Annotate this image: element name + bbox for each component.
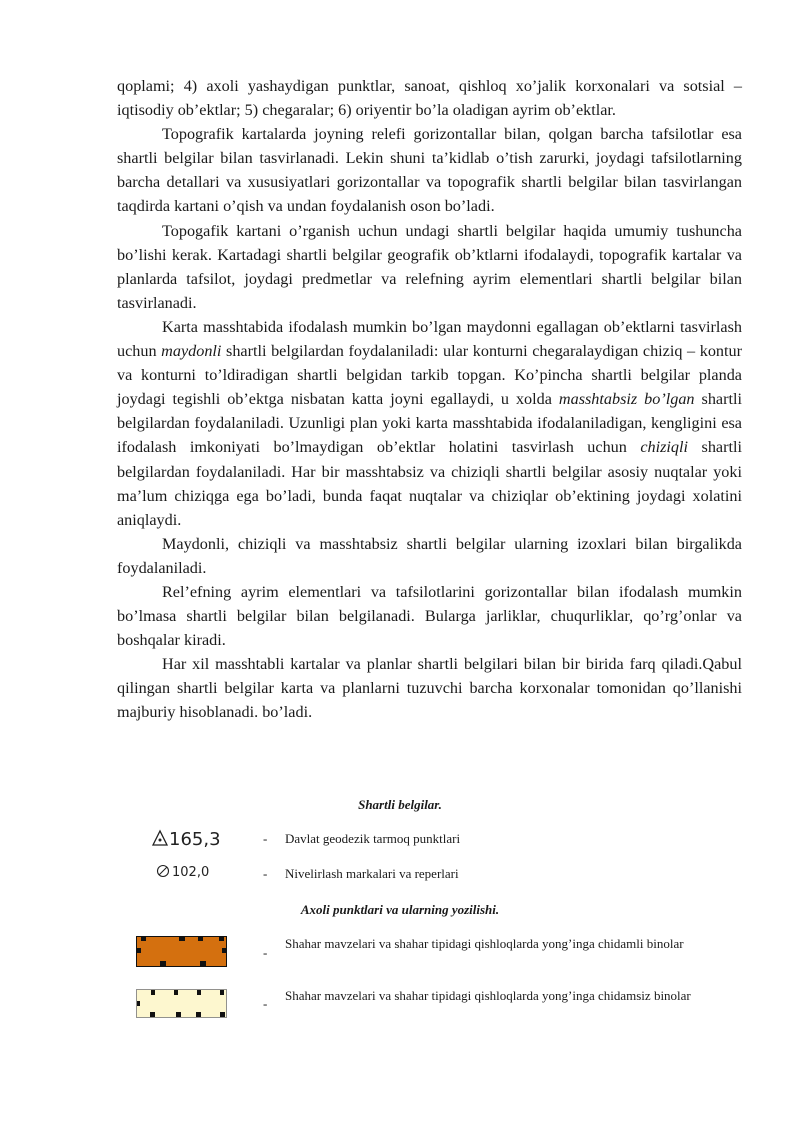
paragraph-2: Topografik kartalarda joyning relefi gorizontallar bilan, qolgan barcha tafsilotlar esa shartli belgilar bilan tasvirlanadi. Lekin shuni ta’kidlab o’tish zarurki, joydagi tafsilotlarning barcha detallari va xususiyatlari gorizontallar va topografik shartli belgilar bilan tasvirlangan taqdirda kartani o’qish va undan foydalanish oson bo’ladi. bbox=[117, 125, 742, 216]
paragraph-1: qoplami; 4) axoli yashaydigan punktlar, sanoat, qishloq xo’jalik korxonalari va sotsial – iqtisodiy ob’ektlar; 5) chegaralar; 6) oriyentir bo’la oladigan ayrim ob’ektlar. bbox=[117, 77, 742, 120]
paragraph-4: Karta masshtabida ifodalash mumkin bo’lgan maydonni egallagan ob’ektlarni tasvirlash uchun maydonli shartli belgilardan foydalaniladi: ular konturni chegaralaydigan chiziq – kontur va konturni to’ldiradigan shartli belgidan tarkib topgan. Ko’pincha shartli belgilar planda joydagi tegishli ob’ektga nisbatan katta joyni egallaydi, u xolda masshtabsiz bo’lgan shartli belgilardan foydalaniladi. Uzunligi plan yoki karta masshtabida ifodalaniladigan, kengligini esa ifodalash imkoniyati bo’lmaydigan ob’ektlar holatini tasvirlash uchun chiziqli shartli belgilardan foydalaniladi. Har bir masshtabsiz va chiziqli shartli belgilar asosiy nuqtalar yoki ma’lum chiziqga ega bo’ladi, bunda faqat nuqtalar va chiziqlar ob’ektining joydagi xolatini aniqlaydi. bbox=[117, 317, 742, 529]
level-text: Nivelirlash markalari va reperlari bbox=[285, 866, 459, 881]
dash: - bbox=[263, 945, 268, 960]
dash: - bbox=[263, 996, 268, 1011]
legend-title: Shartli belgilar. bbox=[358, 797, 442, 812]
geodetic-label: 165,3 bbox=[169, 829, 221, 850]
settlements-title: Axoli punktlari va ularning yozilishi. bbox=[300, 902, 500, 917]
triangle-dot-icon bbox=[153, 831, 167, 845]
fireproof-block-symbol bbox=[136, 936, 228, 973]
geodetic-text: Davlat geodezik tarmoq punktlari bbox=[285, 831, 461, 846]
geodetic-point-symbol bbox=[152, 826, 222, 855]
paragraph-5: Maydonli, chiziqli va masshtabsiz shartli belgilar ularning izoxlari bilan birgalikda foydalaniladi. bbox=[117, 534, 742, 577]
level-label: 102,0 bbox=[172, 865, 210, 880]
body-text bbox=[117, 74, 742, 725]
paragraph-3: Topogafik kartani o’rganish uchun undagi shartli belgilar haqida umumiy tushuncha bo’lishi kerak. Kartadagi shartli belgilar geografik ob’ktlarni ifodalaydi, topografik kartalar va planlarda tafsilot, joydagi predmetlar va relefning ayrim elementlari shartli belgilar bilan tasvirlanadi. bbox=[117, 221, 742, 312]
leveling-mark-icon bbox=[158, 866, 169, 877]
paragraph-7: Har xil masshtabli kartalar va planlar shartli belgilari bilan bir birida farq qiladi.Qabul qilingan shartli belgilar karta va planlarni tuzuvchi barcha korxonalar tomonidan qo’llanishi majburiy hisoblanadi. bo’ladi. bbox=[117, 655, 742, 722]
nonfireproof-block-symbol bbox=[136, 989, 228, 1024]
dash: - bbox=[263, 866, 268, 881]
nonfireproof-text: Shahar mavzelari va shahar tipidagi qishloqlarda yong’inga chidamsiz binolar bbox=[285, 988, 691, 1003]
fireproof-text: Shahar mavzelari va shahar tipidagi qishloqlarda yong’inga chidamli binolar bbox=[285, 936, 684, 951]
paragraph-6: Rel’efning ayrim elementlari va tafsilotlarini gorizontallar bilan ifodalash mumkin bo’lmasa shartli belgilar bilan belgilanadi. Bularga jarliklar, chuqurliklar, qo’rg’onlar va boshqalar kiradi. bbox=[117, 582, 742, 650]
dash: - bbox=[263, 831, 268, 846]
level-mark-symbol bbox=[156, 862, 216, 885]
